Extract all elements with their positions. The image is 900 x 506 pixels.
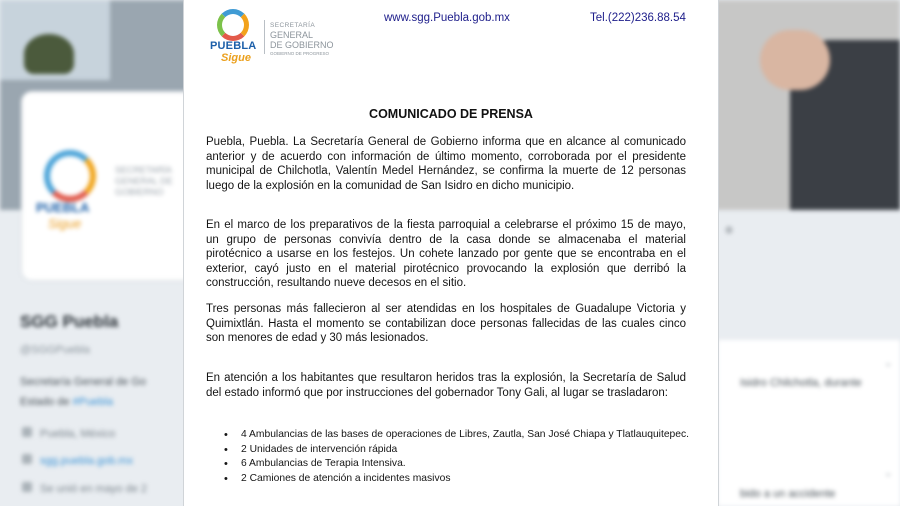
profile-bio bbox=[20, 372, 185, 412]
bio-line-2 bbox=[20, 392, 185, 412]
list-item: • 6 Ambulancias de Terapia Intensiva. bbox=[224, 457, 689, 472]
paragraph-4: En atención a los habitantes que resultaron heridos tras la explosión, la Secretaría de Salud del estado informó que por instrucciones del gobernador Tony Gali, al lugar se trasladaron: bbox=[206, 372, 686, 399]
bio-line-2-text: Estado de bbox=[20, 396, 70, 408]
list-item: • 4 Ambulancias de las bases de operaciones de Libres, Zautla, San José Chiapa y Tlatlauquitepec. bbox=[224, 428, 689, 443]
chevron-down-icon[interactable]: ⌄ bbox=[884, 468, 893, 479]
timeline-snippet-2: bido a un accidente bbox=[740, 488, 836, 500]
profile-location bbox=[22, 427, 115, 440]
gov-line-4: GOBIERNO DE PROGRESO bbox=[270, 51, 330, 56]
document-title: COMUNICADO DE PRENSA bbox=[369, 107, 533, 121]
logo-divider bbox=[264, 20, 265, 54]
bio-hashtag-link[interactable]: #Puebla bbox=[72, 396, 113, 408]
avatar-logo-word: PUEBLA bbox=[36, 200, 90, 215]
avatar-logo-icon bbox=[44, 150, 96, 202]
gov-line-1: SECRETARÍA bbox=[270, 22, 316, 29]
chevron-down-icon[interactable]: ⌄ bbox=[884, 358, 893, 369]
gov-line-2: GENERAL bbox=[270, 30, 314, 40]
profile-handle[interactable]: @SGGPuebla bbox=[20, 344, 90, 356]
puebla-logo-icon bbox=[217, 9, 249, 41]
paragraph-2: En el marco de los preparativos de la fiesta parroquial a celebrarse el próximo 15 de mayo, un grupo de personas convivía dentro de la casa donde se almacenaba el material pirotécnico a usarse en los festejos. Un cohete lanzado por gente que se encontraba en el exterior, cayó justo en el material pirotécnico provocando la explosión que derribó la construcción, resultando nueve decesos en el sitio. bbox=[206, 219, 686, 290]
location-pin-icon bbox=[22, 427, 32, 437]
press-release-document bbox=[183, 0, 719, 506]
person-hand bbox=[760, 30, 830, 90]
link-icon bbox=[22, 454, 32, 464]
paragraph-3: Tres personas más fallecieron al ser atendidas en los hospitales de Guadalupe Victoria y Quimixtlán. Hasta el momento se contabilizan doce personas fallecidas de las cuales cinco son menores de edad y 30 más lesionados. bbox=[206, 303, 686, 345]
logo-tagline: Sigue bbox=[221, 52, 251, 64]
resources-list bbox=[224, 428, 689, 486]
joined-text: Se unió en mayo de 2 bbox=[40, 483, 148, 495]
phone-number: Tel.(222)236.88.54 bbox=[590, 12, 686, 24]
location-text: Puebla, México bbox=[40, 428, 116, 440]
profile-joined bbox=[22, 482, 147, 495]
paragraph-1: Puebla, Puebla. La Secretaría General de Gobierno informa que en alcance al comunicado anterior y de acuerdo con información de último momento, corroborada por el presidente municipal de Chilchotla, Valentín Medel Hernández, se confirma la muerte de 12 personas luego de la explosión en la comunidad de San Isidro en dicho municipio. bbox=[206, 136, 686, 192]
logo-word: PUEBLA bbox=[210, 40, 257, 52]
list-item: • 2 Unidades de intervención rápida bbox=[224, 443, 689, 458]
timeline-snippet-1: Isidro Chilchotla, durante bbox=[740, 377, 862, 389]
list-item: • 2 Camiones de atención a incidentes masivos bbox=[224, 472, 689, 487]
calendar-icon bbox=[22, 482, 32, 492]
gov-line-3: DE GOBIERNO bbox=[270, 40, 334, 50]
profile-name: SGG Puebla bbox=[20, 312, 119, 331]
bio-line-1: Secretaría General de Go bbox=[20, 376, 146, 388]
avatar-logo-tagline: Sigue bbox=[48, 216, 82, 231]
timeline-panel bbox=[718, 340, 900, 506]
profile-website[interactable] bbox=[22, 454, 133, 467]
website-url[interactable]: www.sgg.Puebla.gob.mx bbox=[384, 12, 510, 24]
timeline-snippet-0: o bbox=[726, 224, 733, 236]
header-plant bbox=[24, 34, 74, 74]
website-text[interactable]: sgg.puebla.gob.mx bbox=[40, 455, 133, 467]
avatar-logo-government: SECRETARÍA GENERAL DE GOBIERNO bbox=[115, 165, 173, 197]
